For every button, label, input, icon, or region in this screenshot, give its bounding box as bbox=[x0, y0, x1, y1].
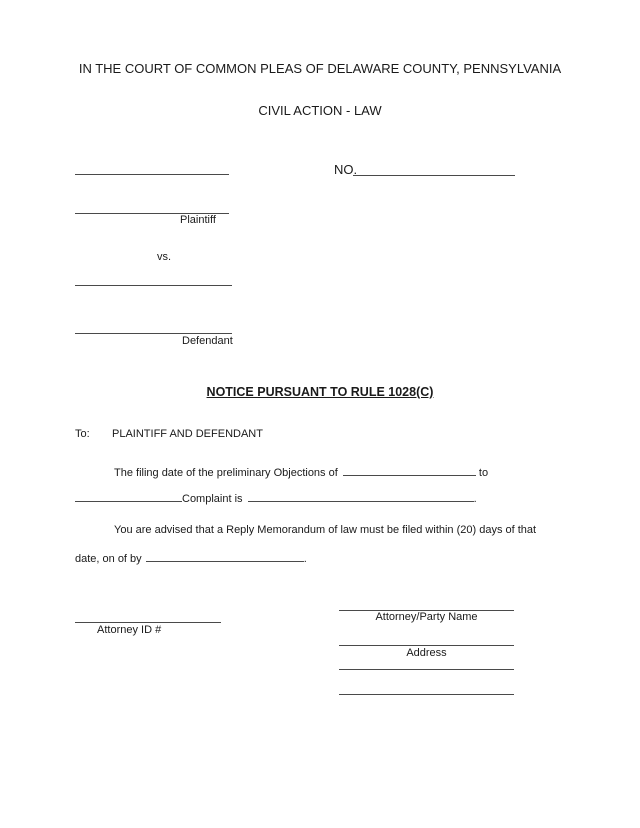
address-line-3[interactable] bbox=[339, 694, 514, 695]
address-label: Address bbox=[406, 647, 447, 659]
defendant-name-line-1[interactable] bbox=[75, 285, 232, 286]
filing-date-line-1 bbox=[114, 464, 488, 480]
reply-due-date-blank[interactable] bbox=[146, 550, 304, 562]
attorney-id-line[interactable] bbox=[75, 622, 221, 623]
versus-label: vs. bbox=[157, 251, 172, 263]
attorney-id-label: Attorney ID # bbox=[97, 624, 162, 636]
address-line-2[interactable] bbox=[339, 669, 514, 670]
case-number-label: NO. bbox=[334, 162, 358, 177]
reply-memo-text: You are advised that a Reply Memorandum of law must be filed within (20) days of that bbox=[114, 524, 537, 536]
objecting-party-blank[interactable] bbox=[343, 464, 476, 476]
period-2: . bbox=[303, 553, 307, 565]
to-label: To: bbox=[75, 428, 90, 440]
reply-due-line bbox=[75, 550, 307, 566]
filing-date-text: The filing date of the preliminary Objections of bbox=[114, 467, 338, 479]
filing-date-blank[interactable] bbox=[248, 490, 474, 502]
to-recipients: PLAINTIFF AND DEFENDANT bbox=[112, 428, 263, 440]
date-on-of-by-text: date, on of by bbox=[75, 553, 142, 565]
filing-date-line-2 bbox=[75, 490, 477, 506]
period-1: . bbox=[473, 493, 477, 505]
to-word: to bbox=[478, 467, 489, 479]
defendant-label: Defendant bbox=[182, 335, 233, 347]
address-line-1[interactable] bbox=[339, 645, 514, 646]
complaint-party-blank[interactable] bbox=[75, 490, 182, 502]
defendant-name-line-2[interactable] bbox=[75, 333, 232, 334]
plaintiff-name-line-1[interactable] bbox=[75, 174, 229, 175]
complaint-is-text: Complaint is bbox=[182, 493, 243, 505]
case-number-line[interactable] bbox=[353, 175, 515, 176]
court-heading: IN THE COURT OF COMMON PLEAS OF DELAWARE COUNTY, PENNSYLVANIA bbox=[78, 61, 562, 76]
notice-title: NOTICE PURSUANT TO RULE 1028(C) bbox=[206, 385, 434, 399]
attorney-party-name-label: Attorney/Party Name bbox=[375, 611, 478, 623]
plaintiff-label: Plaintiff bbox=[180, 214, 216, 226]
civil-action-heading: CIVIL ACTION - LAW bbox=[258, 103, 382, 118]
